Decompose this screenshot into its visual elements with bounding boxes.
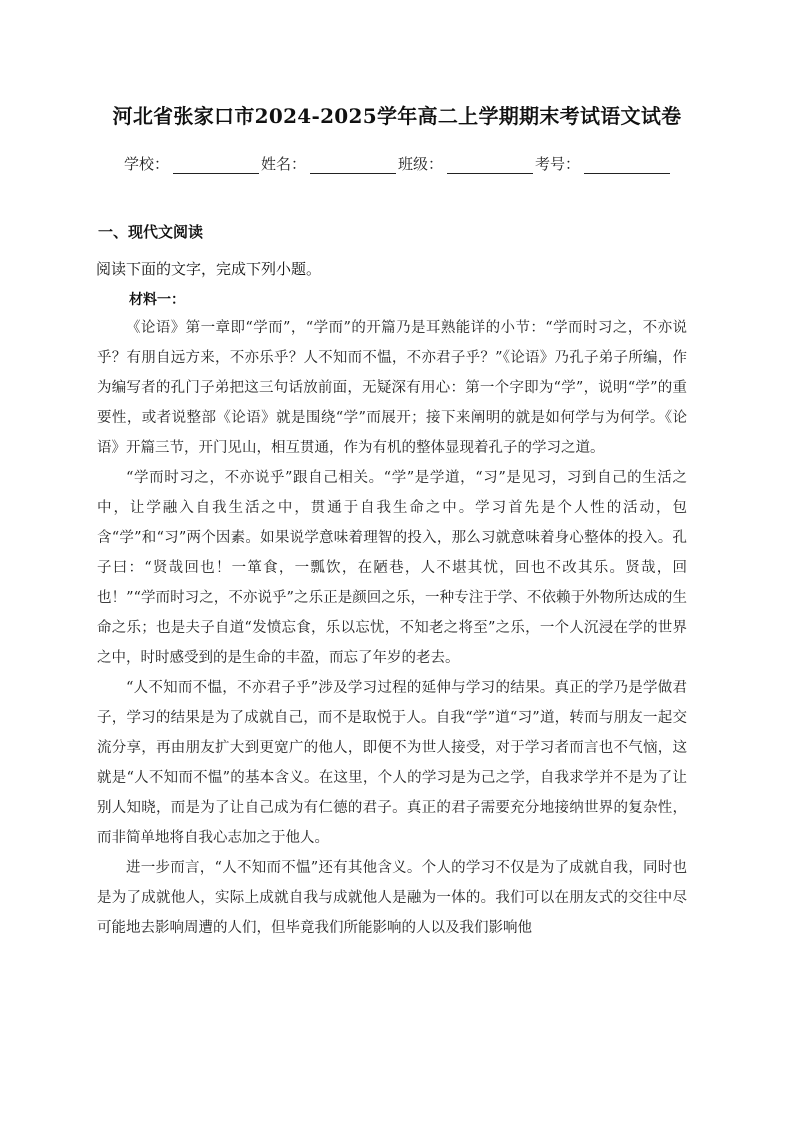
name-blank bbox=[310, 155, 396, 174]
reading-instruction: 阅读下面的文字，完成下列小题。 bbox=[96, 260, 322, 278]
material-label: 材料一： bbox=[129, 292, 185, 308]
name-label: 姓名： bbox=[261, 155, 307, 173]
passage-paragraph: 进一步而言，“人不知而不愠”还有其他含义。个人的学习不仅是为了成就自我，同时也是为了成就他人，实际上成就自我与成就他人是融为一体的。我们可以在朋友式的交往中尽可能地去影响周遭的人们，但毕竟我们所能影响的人以及我们影响他 bbox=[97, 860, 687, 936]
section-heading: 一、现代文阅读 bbox=[98, 223, 204, 241]
student-info-row bbox=[124, 151, 684, 177]
exam-title: 河北省张家口市2024-2025学年高二上学期期末考试语文试卷 bbox=[112, 104, 682, 128]
school-blank bbox=[173, 155, 259, 174]
exam-no-blank bbox=[584, 155, 670, 174]
exam-no-label: 考号： bbox=[535, 155, 581, 173]
class-label: 班级： bbox=[398, 155, 444, 173]
class-blank bbox=[447, 155, 533, 174]
passage-paragraph: 《论语》第一章即“学而”，“学而”的开篇乃是耳熟能详的小节：“学而时习之，不亦说乎？有朋自远方来，不亦乐乎？人不知而不愠，不亦君子乎？”《论语》乃孔子弟子所编，作为编写者的孔门子弟把这三句话放前面，无疑深有用心：第一个字即为“学”，说明“学”的重要性，或者说整部《论语》就是围绕“学”而展开；接下来阐明的就是如何学与为何学。《论语》开篇三节，开门见山，相互贯通，作为有机的整体显现着孔子的学习之道。 bbox=[97, 320, 687, 456]
reading-passage bbox=[97, 313, 687, 943]
passage-paragraph: “学而时习之，不亦说乎”跟自己相关。“学”是学道，“习”是见习，习到自己的生活之中，让学融入自我生活之中，贯通于自我生命之中。学习首先是个人性的活动，包含“学”和“习”两个因素。如果说学意味着理智的投入，那么习就意味着身心整体的投入。孔子曰：“贤哉回也！一箪食，一瓢饮，在陋巷，人不堪其忧，回也不改其乐。贤哉，回也！”“学而时习之，不亦说乎”之乐正是颜回之乐，一种专注于学、不依赖于外物所达成的生命之乐；也是夫子自道“发愤忘食，乐以忘忧，不知老之将至”之乐，一个人沉浸在学的世界之中，时时感受到的是生命的丰盈，而忘了年岁的老去。 bbox=[97, 470, 687, 666]
passage-paragraph: “人不知而不愠，不亦君子乎”涉及学习过程的延伸与学习的结果。真正的学乃是学做君子，学习的结果是为了成就自己，而不是取悦于人。自我“学”道“习”道，转而与朋友一起交流分享，再由朋友扩大到更宽广的他人，即便不为世人接受，对于学习者而言也不气恼，这就是“人不知而不愠”的基本含义。在这里，个人的学习是为己之学，自我求学并不是为了让别人知晓，而是为了让自己成为有仁德的君子。真正的君子需要充分地接纳世界的复杂性，而非简单地将自我心志加之于他人。 bbox=[97, 680, 687, 846]
school-label: 学校： bbox=[124, 155, 170, 173]
